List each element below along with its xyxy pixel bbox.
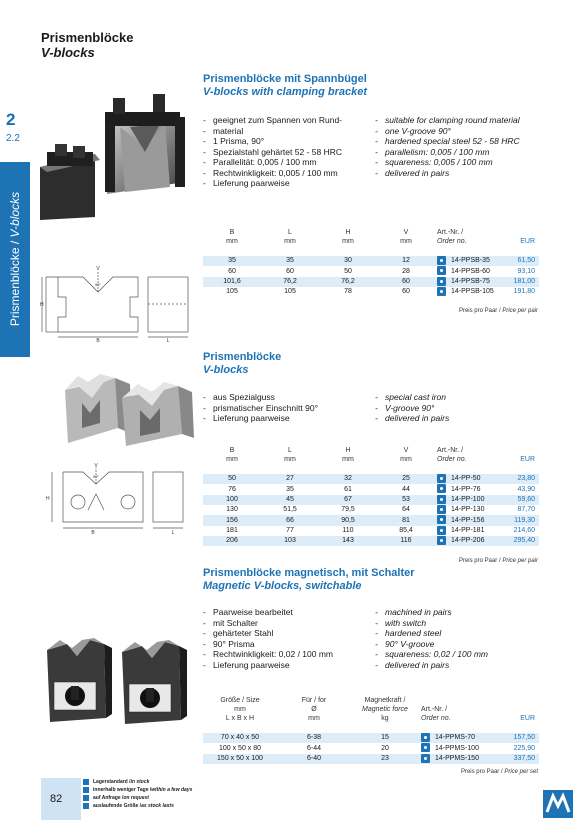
side-label-en: V-blocks — [8, 191, 22, 238]
feature: - Rechtwinkligkeit: 0,02 / 100 mm — [203, 649, 333, 660]
feature: - material — [203, 126, 342, 137]
order-number: 14-PPSB-35 — [447, 256, 506, 266]
price: 23,80 — [501, 474, 539, 484]
table-cell: 78 — [344, 288, 352, 296]
table-row — [203, 277, 539, 287]
feature: - Lieferung paarweise — [203, 660, 333, 671]
drawing-label-v: V — [96, 266, 100, 272]
table-row — [203, 526, 539, 536]
stock-status — [435, 266, 447, 276]
price: 93,10 — [517, 267, 535, 275]
legend-dot-icon — [83, 787, 89, 793]
table-cell: 35 — [286, 485, 294, 493]
stock-dot-icon — [437, 495, 446, 504]
table-row — [203, 754, 539, 764]
stock-status — [435, 515, 447, 525]
section-2-features-en — [375, 392, 449, 424]
stock-dot-icon — [421, 733, 430, 742]
section-1-features-en — [375, 115, 520, 178]
order-number: 14-PPSB-60 — [451, 267, 490, 275]
table-cell: 156 — [203, 515, 261, 525]
col-eur: EUR — [520, 456, 535, 463]
price: 337,50 — [501, 754, 539, 764]
stock-dot-icon — [437, 474, 446, 483]
stock-dot-icon — [437, 277, 446, 286]
price: 59,60 — [501, 495, 539, 505]
table-cell: 53 — [377, 495, 435, 505]
feature: - 90° Prisma — [203, 639, 333, 650]
table-cell: 130 — [226, 506, 238, 514]
table-row — [203, 515, 539, 525]
feature: - Lieferung paarweise — [203, 413, 318, 424]
table-row — [203, 536, 539, 546]
table-cell: 181 — [226, 526, 238, 534]
col-b: B mm — [226, 229, 238, 245]
section-1-price-note: Preis pro Paar / Price per pair — [458, 308, 538, 314]
section-3-title: Prismenblöcke magnetisch, mit Schalter — [203, 567, 415, 579]
stock-dot-icon — [437, 515, 446, 524]
section-3-features-de — [203, 607, 333, 670]
legend-item: innerhalb weniger Tage / within a few days — [83, 786, 192, 794]
feature: - with switch — [375, 618, 488, 629]
feature: - V-groove 90° — [375, 403, 449, 414]
table-cell: 35 — [261, 256, 319, 266]
stock-dot-icon — [437, 266, 446, 275]
table-cell: 6-38 — [277, 733, 351, 743]
table-cell: 61 — [344, 485, 352, 493]
order-number: 14-PPSB-75 — [447, 277, 506, 287]
section-1-features-de — [203, 115, 342, 189]
table-cell: 76,2 — [261, 277, 319, 287]
feature: - Paarweise bearbeitet — [203, 607, 333, 618]
table-cell: 76 — [228, 485, 236, 493]
table-cell: 35 — [203, 256, 261, 266]
feature: - delivered in pairs — [375, 168, 520, 179]
legend-dot-icon — [83, 803, 89, 809]
magnetic-v-block-photo — [42, 630, 197, 725]
order-number: 14-PPMS-70 — [431, 733, 501, 743]
col-force: Magnetkraft / Magnetic force kg — [362, 697, 408, 722]
table-cell: 76,2 — [319, 277, 377, 287]
drawing-label-l: L — [171, 530, 175, 536]
col-art: Art.-Nr. / Order no. — [421, 706, 451, 722]
table-cell: 103 — [261, 536, 319, 546]
drawing-label-angle: 90° — [94, 282, 102, 287]
section-3-price-note: Preis pro Paar / Price per set — [460, 769, 538, 775]
price: 295,40 — [501, 536, 539, 546]
table-cell: 105 — [284, 288, 296, 296]
table-cell: 206 — [203, 536, 261, 546]
section-2-table — [203, 442, 539, 546]
table-cell: 6-44 — [306, 744, 321, 752]
feature: - squareness: 0,02 / 100 mm — [375, 649, 488, 660]
table-cell: 28 — [402, 267, 410, 275]
stock-dot-icon — [437, 287, 446, 296]
table-row — [203, 484, 539, 494]
feature: - 1 Prisma, 90° — [203, 136, 342, 147]
table-cell: 27 — [261, 474, 319, 484]
legend-dot-icon — [83, 795, 89, 801]
feature: - machined in pairs — [375, 607, 488, 618]
table-cell: 51,5 — [283, 506, 297, 514]
feature: - special cast iron — [375, 392, 449, 403]
price: 225,90 — [513, 744, 535, 752]
section-2-price-note: Preis pro Paar / Price per pair — [458, 558, 538, 564]
table-cell: 44 — [402, 485, 410, 493]
v-block-cast-drawing — [38, 462, 198, 537]
price: 43,90 — [517, 485, 535, 493]
order-number: 14-PP-156 — [447, 515, 501, 525]
feature: - prismatischer Einschnitt 90° — [203, 403, 318, 414]
table-cell: 6-40 — [277, 754, 351, 764]
page-subtitle: V-blocks — [41, 45, 95, 60]
table-cell: 20 — [381, 744, 389, 752]
table-cell: 64 — [402, 506, 410, 514]
table-cell: 66 — [261, 515, 319, 525]
table-cell: 70 x 40 x 50 — [203, 733, 277, 743]
table-cell: 15 — [351, 733, 419, 743]
drawing-label-b: B — [96, 338, 100, 342]
table-cell: 50 — [203, 474, 261, 484]
drawing-label-v: V — [94, 463, 98, 469]
order-number: 14-PPMS-150 — [431, 754, 501, 764]
table-cell: 101,6 — [203, 277, 261, 287]
table-cell: 143 — [319, 536, 377, 546]
stock-dot-icon — [437, 526, 446, 535]
section-2-subtitle: V-blocks — [203, 364, 249, 376]
table-cell: 60 — [228, 267, 236, 275]
order-number: 14-PPMS-100 — [435, 744, 479, 752]
drawing-label-l: L — [166, 338, 170, 342]
table-cell: 67 — [319, 495, 377, 505]
table-row — [203, 733, 539, 743]
section-1-subtitle: V-blocks with clamping bracket — [203, 86, 368, 98]
order-number: 14-PPSB-105 — [451, 288, 494, 296]
table-row — [203, 266, 539, 276]
col-h: H mm — [342, 447, 354, 463]
stock-dot-icon — [437, 536, 446, 545]
table-row — [203, 474, 539, 484]
table-cell: 116 — [377, 536, 435, 546]
feature: - mit Schalter — [203, 618, 333, 629]
feature: - Lieferung paarweise — [203, 178, 342, 189]
legend-item: auf Anfrage / on request — [83, 794, 192, 802]
drawing-label-h: H — [46, 496, 50, 502]
feature: - hardened steel — [375, 628, 488, 639]
stock-dot-icon — [421, 743, 430, 752]
table-cell: 12 — [377, 256, 435, 266]
table-cell: 100 x 50 x 80 — [218, 744, 262, 752]
feature: - one V-groove 90° — [375, 126, 520, 137]
table-cell: 100 — [203, 495, 261, 505]
section-3-subtitle: Magnetic V-blocks, switchable — [203, 580, 362, 592]
col-l: L mm — [284, 229, 296, 245]
drawing-label-h: H — [40, 302, 44, 308]
col-v: V mm — [400, 229, 412, 245]
feature: - Rechtwinkligkeit: 0,005 / 100 mm — [203, 168, 342, 179]
feature: - hardened special steel 52 - 58 HRC — [375, 136, 520, 147]
feature: - delivered in pairs — [375, 413, 449, 424]
col-art: Art.-Nr. / Order no. — [437, 447, 467, 463]
feature: - geeignet zum Spannen von Rund- — [203, 115, 342, 126]
table-cell: 79,5 — [341, 506, 355, 514]
col-size: Größe / Size mm L x B x H — [220, 697, 260, 722]
section-2-features-de — [203, 392, 318, 424]
table-row — [203, 495, 539, 505]
col-l: L mm — [284, 447, 296, 463]
col-b: B mm — [226, 447, 238, 463]
order-number: 14-PP-181 — [451, 526, 485, 534]
v-block-clamp-drawing — [38, 262, 198, 342]
v-block-clamp-photo — [35, 92, 200, 222]
table-row — [203, 287, 539, 297]
feature: - squareness: 0,005 / 100 mm — [375, 157, 520, 168]
table-cell: 110 — [342, 526, 354, 534]
stock-dot-icon — [421, 754, 430, 763]
stock-status — [435, 536, 447, 546]
table-cell: 25 — [377, 474, 435, 484]
stock-dot-icon — [437, 256, 446, 265]
company-logo-icon — [543, 790, 573, 818]
col-eur: EUR — [520, 715, 535, 722]
price: 157,50 — [501, 733, 539, 743]
legend-dot-icon — [83, 779, 89, 785]
order-number: 14-PP-76 — [451, 485, 481, 493]
feature: - parallelism: 0,005 / 100 mm — [375, 147, 520, 158]
table-cell: 60 — [286, 267, 294, 275]
price: 181,00 — [506, 277, 539, 287]
stock-status — [435, 474, 447, 484]
legend-item: Lagerstandard / in stock — [83, 778, 192, 786]
feature: - gehärteter Stahl — [203, 628, 333, 639]
table-cell: 50 — [344, 267, 352, 275]
price: 87,70 — [517, 506, 535, 514]
feature: - Parallelität: 0,005 / 100 mm — [203, 157, 342, 168]
section-1-title: Prismenblöcke mit Spannbügel — [203, 73, 367, 85]
table-cell: 23 — [351, 754, 419, 764]
table-cell: 85,4 — [399, 526, 413, 534]
feature: - delivered in pairs — [375, 660, 488, 671]
stock-status — [419, 733, 431, 743]
stock-status — [419, 743, 431, 753]
table-cell: 45 — [261, 495, 319, 505]
feature: - 90° V-groove — [375, 639, 488, 650]
feature: - Spezialstahl gehärtet 52 - 58 HRC — [203, 147, 342, 158]
chapter-number: 2 — [6, 110, 16, 129]
col-h: H mm — [342, 229, 354, 245]
section-3-features-en — [375, 607, 488, 670]
drawing-label-b: B — [91, 530, 95, 536]
stock-status — [435, 505, 447, 515]
feature: - suitable for clamping round material — [375, 115, 520, 126]
price: 61,50 — [506, 256, 539, 266]
page-number: 82 — [50, 793, 63, 805]
order-number: 14-PP-206 — [447, 536, 501, 546]
drawing-label-angle: 90° — [92, 474, 100, 479]
stock-dot-icon — [437, 505, 446, 514]
side-label-de: Prismenblöcke / — [8, 237, 22, 327]
stock-legend — [83, 778, 192, 810]
table-cell: 90,5 — [319, 515, 377, 525]
table-row — [203, 743, 539, 753]
table-cell: 81 — [377, 515, 435, 525]
table-cell: 30 — [319, 256, 377, 266]
section-1-table — [203, 224, 539, 297]
stock-status — [435, 526, 447, 536]
order-number: 14-PP-100 — [447, 495, 501, 505]
stock-status — [435, 495, 447, 505]
section-number: 2.2 — [6, 133, 20, 144]
legend-item: auslaufende Größe / as stock lasts — [83, 802, 192, 810]
col-for: Für / for Ø mm — [301, 697, 327, 722]
table-cell: 60 — [402, 288, 410, 296]
table-cell: 60 — [377, 277, 435, 287]
col-v: V mm — [400, 447, 412, 463]
page-title: Prismenblöcke — [41, 30, 134, 45]
stock-dot-icon — [437, 484, 446, 493]
table-cell: 77 — [286, 526, 294, 534]
price: 214,60 — [513, 526, 535, 534]
price: 119,30 — [501, 515, 539, 525]
stock-status — [435, 256, 447, 266]
section-2-title: Prismenblöcke — [203, 351, 282, 363]
order-number: 14-PP-130 — [451, 506, 485, 514]
stock-status — [435, 277, 447, 287]
feature: - aus Spezialguss — [203, 392, 318, 403]
table-row — [203, 256, 539, 266]
stock-status — [435, 287, 447, 297]
table-cell: 150 x 50 x 100 — [203, 754, 277, 764]
order-number: 14-PP-50 — [447, 474, 501, 484]
v-block-cast-photo — [60, 368, 200, 448]
col-art: Art.-Nr. / Order no. — [437, 229, 467, 245]
table-row — [203, 505, 539, 515]
stock-status — [435, 484, 447, 494]
stock-status — [419, 754, 431, 764]
table-cell: 32 — [319, 474, 377, 484]
section-3-table — [203, 693, 539, 764]
price: 191,80 — [513, 288, 535, 296]
table-cell: 105 — [226, 288, 238, 296]
col-eur: EUR — [520, 238, 535, 245]
side-label — [8, 192, 22, 326]
